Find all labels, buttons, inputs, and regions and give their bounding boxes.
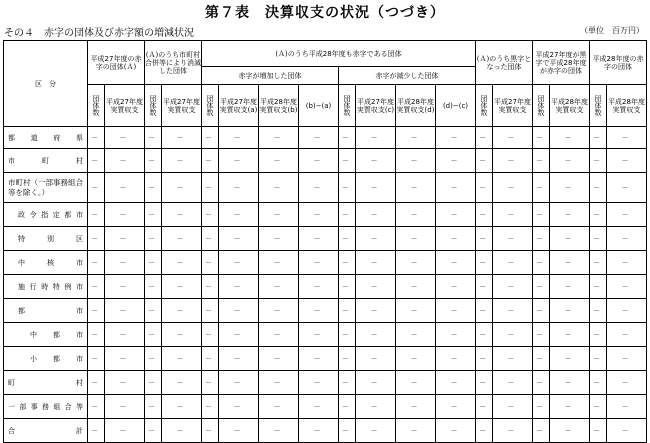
cell-value: － [493, 299, 533, 323]
cell-value: － [590, 203, 607, 227]
cell-value: － [219, 275, 259, 299]
cell-value: － [533, 371, 550, 395]
cell-value: － [339, 371, 356, 395]
cell-value: － [493, 395, 533, 419]
table-row [4, 371, 647, 395]
cell-value: － [145, 395, 162, 419]
cell-value: － [396, 323, 436, 347]
row-label: 合計 [4, 419, 88, 443]
cell-value: － [202, 173, 219, 203]
table-row [4, 347, 647, 371]
table-row [4, 323, 647, 347]
cell-value: － [607, 347, 647, 371]
cell-value: － [356, 251, 396, 275]
cell-value: － [105, 395, 145, 419]
cell-value: － [607, 395, 647, 419]
cell-value: － [550, 127, 590, 149]
cell-value: － [88, 323, 105, 347]
cell-value: － [533, 299, 550, 323]
cell-value: － [396, 227, 436, 251]
cell-value: － [550, 251, 590, 275]
cell-value: － [219, 173, 259, 203]
cell-value: － [550, 203, 590, 227]
cell-value: － [202, 395, 219, 419]
cell-value: － [493, 347, 533, 371]
cell-value: － [493, 127, 533, 149]
table-row [4, 251, 647, 275]
row-label: 都市 [4, 299, 88, 323]
cell-value: － [476, 127, 493, 149]
cell-value: － [259, 149, 299, 173]
cell-value: － [145, 347, 162, 371]
header-count: 団体数 [88, 85, 105, 127]
cell-value: － [396, 203, 436, 227]
row-label: 一部事務組合等 [4, 395, 88, 419]
cell-value: － [202, 419, 219, 443]
cell-value: － [607, 227, 647, 251]
header-g6: 平成28年度の赤字の団体 [590, 41, 647, 85]
cell-value: － [550, 395, 590, 419]
header-h28b: 平成28年度実質収支(b) [259, 85, 299, 127]
table-row [4, 203, 647, 227]
header-h28: 平成28年度実質収支 [550, 85, 590, 127]
cell-value: － [299, 127, 339, 149]
cell-value: － [299, 227, 339, 251]
cell-value: － [162, 149, 202, 173]
cell-value: － [396, 419, 436, 443]
cell-value: － [396, 395, 436, 419]
cell-value: － [162, 419, 202, 443]
cell-value: － [145, 149, 162, 173]
cell-value: － [590, 347, 607, 371]
cell-value: － [299, 323, 339, 347]
cell-value: － [550, 347, 590, 371]
cell-value: － [590, 149, 607, 173]
cell-value: － [88, 275, 105, 299]
cell-value: － [299, 251, 339, 275]
cell-value: － [105, 323, 145, 347]
cell-value: － [88, 149, 105, 173]
cell-value: － [396, 371, 436, 395]
cell-value: － [356, 275, 396, 299]
cell-value: － [339, 173, 356, 203]
cell-value: － [105, 227, 145, 251]
cell-value: － [105, 173, 145, 203]
cell-value: － [590, 323, 607, 347]
cell-value: － [299, 395, 339, 419]
cell-value: － [88, 203, 105, 227]
cell-value: － [356, 173, 396, 203]
cell-value: － [550, 227, 590, 251]
cell-value: － [339, 227, 356, 251]
cell-value: － [202, 149, 219, 173]
cell-value: － [493, 203, 533, 227]
header-h27: 平成27年度実質収支 [493, 85, 533, 127]
cell-value: － [299, 299, 339, 323]
cell-value: － [259, 227, 299, 251]
table-row [4, 227, 647, 251]
cell-value: － [219, 203, 259, 227]
cell-value: － [339, 127, 356, 149]
cell-value: － [339, 299, 356, 323]
cell-value: － [219, 149, 259, 173]
cell-value: － [396, 347, 436, 371]
cell-value: － [259, 395, 299, 419]
cell-value: － [219, 299, 259, 323]
row-label: 政令指定都市 [4, 203, 88, 227]
cell-value: － [533, 275, 550, 299]
cell-value: － [162, 251, 202, 275]
cell-value: － [162, 173, 202, 203]
cell-value: － [202, 127, 219, 149]
cell-value: － [476, 371, 493, 395]
header-count: 団体数 [590, 85, 607, 127]
cell-value: － [145, 227, 162, 251]
cell-value: － [436, 371, 476, 395]
cell-value: － [607, 149, 647, 173]
cell-value: － [145, 127, 162, 149]
header-count: 団体数 [476, 85, 493, 127]
cell-value: － [105, 275, 145, 299]
cell-value: － [162, 395, 202, 419]
header-h27c: 平成27年度実質収支(c) [356, 85, 396, 127]
header-count: 団体数 [533, 85, 550, 127]
cell-value: － [88, 419, 105, 443]
cell-value: － [105, 251, 145, 275]
cell-value: － [202, 347, 219, 371]
cell-value: － [436, 173, 476, 203]
cell-value: － [202, 203, 219, 227]
cell-value: － [590, 127, 607, 149]
cell-value: － [590, 299, 607, 323]
table-row [4, 299, 647, 323]
cell-value: － [396, 127, 436, 149]
header-h28: 平成28年度実質収支 [607, 85, 647, 127]
header-count: 団体数 [339, 85, 356, 127]
cell-value: － [533, 419, 550, 443]
cell-value: － [356, 299, 396, 323]
cell-value: － [145, 203, 162, 227]
cell-value: － [299, 275, 339, 299]
cell-value: － [493, 149, 533, 173]
cell-value: － [550, 275, 590, 299]
cell-value: － [607, 299, 647, 323]
table-subtitle: その４ 赤字の団体及び赤字額の増減状況 [4, 28, 194, 39]
cell-value: － [259, 203, 299, 227]
cell-value: － [607, 173, 647, 203]
cell-value: － [162, 127, 202, 149]
cell-value: － [493, 173, 533, 203]
cell-value: － [145, 323, 162, 347]
cell-value: － [202, 275, 219, 299]
cell-value: － [259, 419, 299, 443]
cell-value: － [356, 323, 396, 347]
cell-value: － [299, 347, 339, 371]
cell-value: － [607, 419, 647, 443]
cell-value: － [396, 275, 436, 299]
table-row [4, 127, 647, 149]
cell-value: － [590, 395, 607, 419]
header-h27: 平成27年度実質収支 [105, 85, 145, 127]
cell-value: － [476, 203, 493, 227]
cell-value: － [493, 275, 533, 299]
cell-value: － [590, 371, 607, 395]
cell-value: － [356, 371, 396, 395]
cell-value: － [436, 227, 476, 251]
cell-value: － [356, 395, 396, 419]
row-label: 町村 [4, 371, 88, 395]
cell-value: － [202, 323, 219, 347]
cell-value: － [145, 371, 162, 395]
cell-value: － [396, 299, 436, 323]
cell-value: － [219, 127, 259, 149]
cell-value: － [339, 275, 356, 299]
cell-value: － [493, 227, 533, 251]
cell-value: － [476, 419, 493, 443]
header-diff-dc: (d)−(c) [436, 85, 476, 127]
header-count: 団体数 [202, 85, 219, 127]
cell-value: － [162, 227, 202, 251]
header-h27a: 平成27年度実質収支(a) [219, 85, 259, 127]
cell-value: － [259, 173, 299, 203]
cell-value: － [299, 371, 339, 395]
cell-value: － [259, 299, 299, 323]
row-label: 小都市 [4, 347, 88, 371]
cell-value: － [145, 275, 162, 299]
cell-value: － [219, 347, 259, 371]
cell-value: － [356, 149, 396, 173]
cell-value: － [162, 371, 202, 395]
cell-value: － [339, 323, 356, 347]
cell-value: － [590, 227, 607, 251]
cell-value: － [533, 149, 550, 173]
row-label: 都道府県 [4, 127, 88, 149]
cell-value: － [476, 173, 493, 203]
cell-value: － [145, 173, 162, 203]
cell-value: － [356, 419, 396, 443]
cell-value: － [339, 419, 356, 443]
cell-value: － [339, 347, 356, 371]
cell-value: － [259, 323, 299, 347]
cell-value: － [259, 251, 299, 275]
cell-value: － [88, 127, 105, 149]
cell-value: － [259, 127, 299, 149]
header-h27: 平成27年度実質収支 [162, 85, 202, 127]
cell-value: － [493, 371, 533, 395]
cell-value: － [88, 371, 105, 395]
row-label: 特別区 [4, 227, 88, 251]
row-label: 施行時特例市 [4, 275, 88, 299]
table-row [4, 419, 647, 443]
cell-value: － [533, 227, 550, 251]
cell-value: － [396, 251, 436, 275]
cell-value: － [436, 203, 476, 227]
cell-value: － [436, 419, 476, 443]
cell-value: － [219, 323, 259, 347]
cell-value: － [356, 127, 396, 149]
page-title: 第７表 決算収支の状況（つづき） [205, 5, 445, 21]
row-label: 市町村（一部事務組合等を除く。） [4, 173, 88, 203]
cell-value: － [533, 127, 550, 149]
cell-value: － [162, 347, 202, 371]
header-category: 区 分 [4, 41, 88, 127]
cell-value: － [476, 275, 493, 299]
cell-value: － [607, 127, 647, 149]
cell-value: － [356, 203, 396, 227]
cell-value: － [493, 419, 533, 443]
cell-value: － [476, 347, 493, 371]
cell-value: － [533, 203, 550, 227]
table-row [4, 395, 647, 419]
cell-value: － [550, 173, 590, 203]
cell-value: － [339, 395, 356, 419]
cell-value: － [590, 251, 607, 275]
header-count: 団体数 [145, 85, 162, 127]
cell-value: － [219, 251, 259, 275]
cell-value: － [550, 299, 590, 323]
cell-value: － [607, 251, 647, 275]
cell-value: － [259, 275, 299, 299]
cell-value: － [476, 323, 493, 347]
cell-value: － [219, 227, 259, 251]
header-g3: (Ａ)のうち平成28年度も赤字である団体 [202, 41, 476, 67]
cell-value: － [145, 419, 162, 443]
cell-value: － [219, 419, 259, 443]
cell-value: － [607, 371, 647, 395]
cell-value: － [162, 323, 202, 347]
cell-value: － [145, 299, 162, 323]
cell-value: － [607, 323, 647, 347]
table-row [4, 275, 647, 299]
cell-value: － [105, 203, 145, 227]
cell-value: － [476, 227, 493, 251]
cell-value: － [607, 203, 647, 227]
cell-value: － [88, 251, 105, 275]
cell-value: － [339, 149, 356, 173]
cell-value: － [356, 227, 396, 251]
header-g1: 平成27年度の赤字の団体(Ａ) [88, 41, 145, 85]
header-g5: 平成27年度が黒字で平成28年度が赤字の団体 [533, 41, 590, 85]
cell-value: － [550, 149, 590, 173]
header-h28d: 平成28年度実質収支(d) [396, 85, 436, 127]
cell-value: － [259, 371, 299, 395]
cell-value: － [339, 203, 356, 227]
cell-value: － [105, 149, 145, 173]
cell-value: － [476, 395, 493, 419]
cell-value: － [88, 395, 105, 419]
cell-value: － [396, 149, 436, 173]
header-g4: (Ａ)のうち黒字となった団体 [476, 41, 533, 85]
cell-value: － [550, 419, 590, 443]
cell-value: － [259, 347, 299, 371]
table-row [4, 173, 647, 203]
cell-value: － [105, 419, 145, 443]
cell-value: － [493, 251, 533, 275]
cell-value: － [590, 173, 607, 203]
table-row [4, 149, 647, 173]
cell-value: － [88, 299, 105, 323]
cell-value: － [219, 371, 259, 395]
cell-value: － [550, 371, 590, 395]
cell-value: － [436, 347, 476, 371]
cell-value: － [105, 371, 145, 395]
cell-value: － [162, 203, 202, 227]
cell-value: － [550, 323, 590, 347]
cell-value: － [202, 227, 219, 251]
cell-value: － [88, 227, 105, 251]
cell-value: － [533, 251, 550, 275]
cell-value: － [533, 347, 550, 371]
cell-value: － [476, 299, 493, 323]
cell-value: － [436, 323, 476, 347]
cell-value: － [219, 395, 259, 419]
header-g3a: 赤字が増加した団体 [202, 67, 339, 85]
cell-value: － [533, 173, 550, 203]
cell-value: － [356, 347, 396, 371]
unit-label: （単位 百万円） [580, 26, 644, 35]
row-label: 中都市 [4, 323, 88, 347]
cell-value: － [299, 419, 339, 443]
cell-value: － [88, 347, 105, 371]
cell-value: － [533, 323, 550, 347]
row-label: 市町村 [4, 149, 88, 173]
cell-value: － [436, 275, 476, 299]
cell-value: － [88, 173, 105, 203]
cell-value: － [493, 323, 533, 347]
cell-value: － [105, 299, 145, 323]
header-g3b: 赤字が減少した団体 [339, 67, 476, 85]
cell-value: － [202, 371, 219, 395]
cell-value: － [339, 251, 356, 275]
cell-value: － [105, 347, 145, 371]
cell-value: － [476, 251, 493, 275]
cell-value: － [436, 127, 476, 149]
cell-value: － [145, 251, 162, 275]
row-label: 中核市 [4, 251, 88, 275]
header-diff-ba: (b)−(a) [299, 85, 339, 127]
cell-value: － [476, 149, 493, 173]
cell-value: － [299, 203, 339, 227]
cell-value: － [590, 419, 607, 443]
cell-value: － [533, 395, 550, 419]
cell-value: － [590, 275, 607, 299]
cell-value: － [202, 299, 219, 323]
cell-value: － [299, 173, 339, 203]
cell-value: － [396, 173, 436, 203]
cell-value: － [436, 395, 476, 419]
cell-value: － [607, 275, 647, 299]
cell-value: － [105, 127, 145, 149]
cell-value: － [299, 149, 339, 173]
cell-value: － [436, 149, 476, 173]
cell-value: － [436, 251, 476, 275]
cell-value: － [162, 275, 202, 299]
cell-value: － [436, 299, 476, 323]
header-g2: (Ａ)のうち市町村合併等により消滅した団体 [145, 41, 202, 85]
deficit-table [3, 40, 647, 443]
cell-value: － [162, 299, 202, 323]
cell-value: － [202, 251, 219, 275]
